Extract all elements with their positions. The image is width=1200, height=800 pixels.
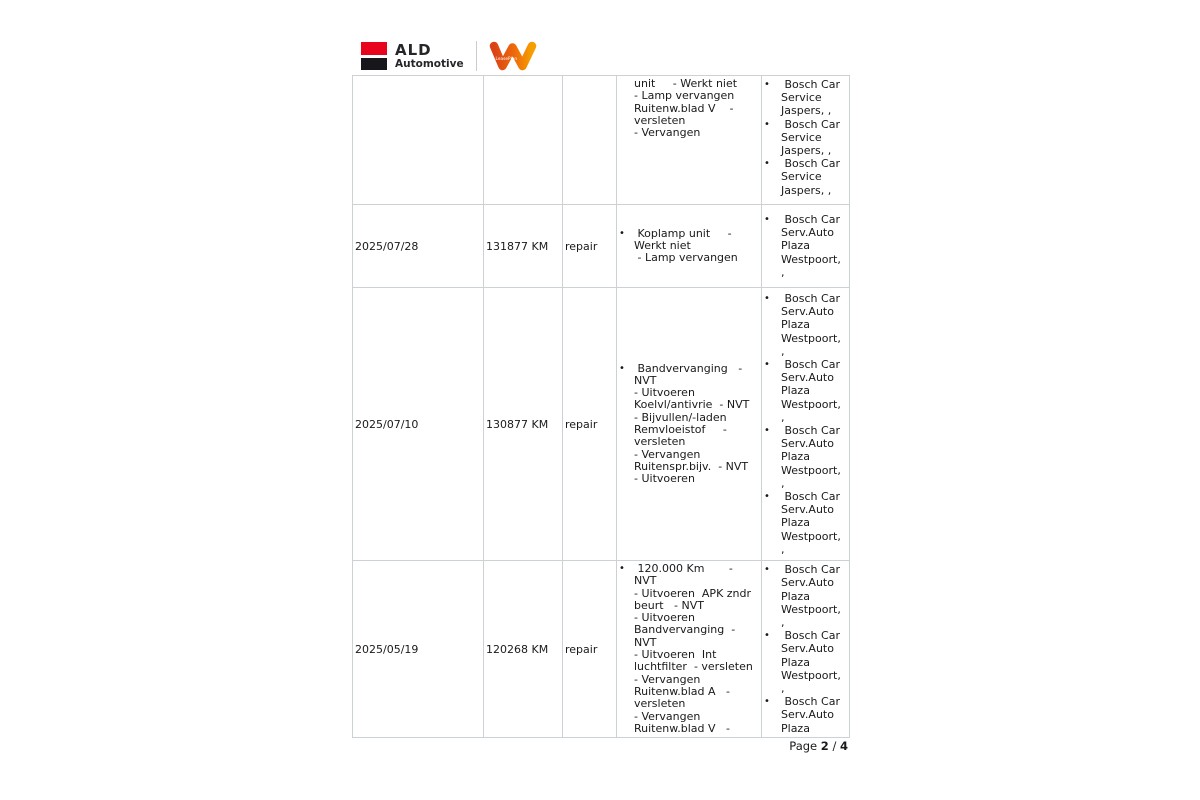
locations-line: Plaza xyxy=(781,450,810,464)
page-label: Page xyxy=(789,739,818,753)
description-line: - Lamp vervangen xyxy=(634,89,735,103)
locations-text xyxy=(781,358,847,424)
locations-line: Serv.Auto xyxy=(781,305,834,319)
leaseplan-logo-icon xyxy=(488,38,538,74)
table-row xyxy=(353,205,850,288)
service-table-body xyxy=(353,76,850,738)
cell-date xyxy=(353,76,484,205)
description-line: - Vervangen xyxy=(634,447,701,461)
bullet-icon: • xyxy=(764,358,770,370)
locations-line: Plaza xyxy=(781,384,810,398)
description-line: - Vervangen xyxy=(634,709,701,723)
locations-line: , xyxy=(781,616,785,630)
locations-text xyxy=(781,563,847,629)
cell-locations xyxy=(762,288,850,561)
description-item xyxy=(619,363,759,486)
locations-line: Plaza xyxy=(781,589,810,603)
description-line: Ruitenw.blad V - xyxy=(634,721,730,735)
locations-line: Westpoort, xyxy=(781,397,841,411)
bullet-icon: • xyxy=(619,227,625,239)
locations-text xyxy=(781,424,847,490)
locations-item xyxy=(764,157,847,197)
description-line: NVT xyxy=(634,635,657,649)
locations-line: , xyxy=(781,476,785,490)
locations-line: Serv.Auto xyxy=(781,708,834,722)
locations-line: Service xyxy=(781,91,822,105)
description-line: - Uitvoeren APK zndr xyxy=(634,586,752,600)
cell-type: repair xyxy=(563,288,617,561)
locations-line: Bosch Car xyxy=(781,78,840,91)
locations-text xyxy=(781,292,847,358)
locations-line: Bosch Car xyxy=(781,357,840,371)
description-line: Werkt niet xyxy=(634,238,691,252)
description-line: Bandvervanging - xyxy=(634,361,743,375)
cell-odometer: 120268 KM xyxy=(484,561,563,738)
description-line: Koplamp unit - xyxy=(634,226,732,240)
locations-text xyxy=(781,490,847,556)
locations-line: Bosch Car xyxy=(781,157,840,171)
locations-line: Plaza xyxy=(781,239,810,253)
page-footer xyxy=(600,739,848,753)
description-line: - Bijvullen/-laden xyxy=(634,410,727,424)
locations-line: Bosch Car xyxy=(781,212,840,226)
locations-line: Bosch Car xyxy=(781,291,840,305)
logo-divider xyxy=(476,41,477,71)
leaseplan-label: LeasePlan xyxy=(495,56,517,62)
description-line: versleten xyxy=(634,113,686,127)
cell-locations xyxy=(762,205,850,288)
locations-item xyxy=(764,424,847,490)
page-separator: / xyxy=(832,739,837,753)
ald-brand-label: ALD xyxy=(395,40,432,59)
locations-line: Serv.Auto xyxy=(781,503,834,517)
bullet-icon: • xyxy=(764,118,770,130)
locations-item xyxy=(764,695,847,735)
locations-line: Bosch Car xyxy=(781,563,840,577)
locations-line: Bosch Car xyxy=(781,629,840,643)
bullet-icon: • xyxy=(764,491,770,503)
locations-item xyxy=(764,358,847,424)
description-line: - Lamp vervangen xyxy=(634,251,738,265)
description-line: - Vervangen xyxy=(634,672,701,686)
cell-date: 2025/07/28 xyxy=(353,205,484,288)
cell-odometer: 130877 KM xyxy=(484,288,563,561)
description-line: Remvloeistof - xyxy=(634,423,727,436)
description-line: Koelvl/antivrie - NVT xyxy=(634,398,750,412)
locations-line: Westpoort, xyxy=(781,529,841,543)
locations-line: Serv.Auto xyxy=(781,371,834,385)
locations-line: , xyxy=(781,682,785,696)
bullet-icon: • xyxy=(764,696,770,708)
bullet-icon: • xyxy=(764,425,770,436)
description-line: - Vervangen xyxy=(634,126,701,140)
locations-item xyxy=(764,490,847,556)
locations-line: Westpoort, xyxy=(781,331,841,345)
locations-line: Plaza xyxy=(781,318,810,332)
bullet-icon: • xyxy=(764,158,770,170)
cell-odometer: 131877 KM xyxy=(484,205,563,288)
locations-line: Jaspers, , xyxy=(781,183,832,197)
locations-text xyxy=(781,118,847,158)
locations-line: Westpoort, xyxy=(781,252,841,266)
locations-line: Westpoort, xyxy=(781,668,841,682)
description-text xyxy=(634,363,759,486)
locations-line: Plaza xyxy=(781,516,810,530)
locations-text xyxy=(781,629,847,695)
locations-line: Plaza xyxy=(781,721,810,735)
page-total: 4 xyxy=(839,739,848,753)
cell-date: 2025/05/19 xyxy=(353,561,484,738)
locations-item xyxy=(764,292,847,358)
bullet-icon: • xyxy=(619,362,625,374)
description-line: NVT xyxy=(634,574,657,588)
locations-line: Westpoort, xyxy=(781,463,841,477)
locations-line: , xyxy=(781,344,785,358)
bullet-icon: • xyxy=(764,213,770,225)
ald-sub-label: Automotive xyxy=(395,57,464,70)
bullet-icon: • xyxy=(764,292,770,304)
description-text xyxy=(634,228,759,265)
locations-line: Serv.Auto xyxy=(781,226,834,240)
description-line: luchtfilter - versleten xyxy=(634,660,753,674)
description-line: - Uitvoeren xyxy=(634,386,695,400)
cell-description xyxy=(617,288,762,561)
locations-line: Serv.Auto xyxy=(781,576,834,590)
cell-locations xyxy=(762,76,850,205)
locations-line: , xyxy=(781,410,785,424)
table-row xyxy=(353,76,850,205)
locations-line: Jaspers, , xyxy=(781,144,832,158)
cell-type: repair xyxy=(563,561,617,738)
description-line: versleten xyxy=(634,697,686,711)
locations-line: Bosch Car xyxy=(781,117,840,131)
locations-line: , xyxy=(781,265,785,279)
locations-item xyxy=(764,563,847,629)
cell-date: 2025/07/10 xyxy=(353,288,484,561)
description-line: - Uitvoeren xyxy=(634,611,695,625)
bullet-icon: • xyxy=(764,564,770,576)
locations-item xyxy=(764,213,847,279)
locations-line: , xyxy=(781,542,785,556)
locations-line: Service xyxy=(781,170,822,184)
bullet-icon: • xyxy=(764,630,770,642)
cell-description xyxy=(617,76,762,205)
locations-line: Serv.Auto xyxy=(781,642,834,656)
ald-logo-text xyxy=(395,40,464,70)
description-line: Ruitenspr.bijv. - NVT xyxy=(634,459,749,473)
description-line: Bandvervanging - xyxy=(634,623,736,637)
locations-line: Bosch Car xyxy=(781,424,840,437)
locations-line: Jaspers, , xyxy=(781,104,832,118)
table-row xyxy=(353,288,850,561)
locations-line: Bosch Car xyxy=(781,695,840,709)
locations-line: Westpoort, xyxy=(781,602,841,616)
description-line: NVT xyxy=(634,373,657,387)
cell-type xyxy=(563,76,617,205)
description-line: beurt - NVT xyxy=(634,598,704,612)
description-text xyxy=(634,563,759,735)
locations-line: Service xyxy=(781,130,822,144)
description-item xyxy=(619,228,759,265)
description-item xyxy=(619,78,759,139)
brand-header xyxy=(361,39,538,73)
description-text xyxy=(634,78,759,139)
locations-item xyxy=(764,118,847,158)
cell-odometer xyxy=(484,76,563,205)
locations-text xyxy=(781,213,847,279)
description-line: 120.000 Km - xyxy=(634,562,733,575)
locations-line: Serv.Auto xyxy=(781,437,834,451)
description-line: unit - Werkt niet xyxy=(634,77,738,90)
locations-text xyxy=(781,78,847,118)
cell-locations xyxy=(762,561,850,738)
locations-line: Plaza xyxy=(781,655,810,669)
locations-item xyxy=(764,78,847,118)
cell-type: repair xyxy=(563,205,617,288)
description-line: - Uitvoeren xyxy=(634,472,695,486)
description-line: Ruitenw.blad A - xyxy=(634,684,730,698)
service-history-table xyxy=(352,75,850,738)
ald-logo-icon xyxy=(361,42,387,70)
cell-description xyxy=(617,205,762,288)
table-row xyxy=(353,561,850,738)
description-line: versleten xyxy=(634,435,686,449)
bullet-icon: • xyxy=(619,563,625,574)
locations-text xyxy=(781,157,847,197)
locations-item xyxy=(764,629,847,695)
description-line: Ruitenw.blad V - xyxy=(634,101,734,115)
description-line: - Uitvoeren Int xyxy=(634,648,717,662)
description-item xyxy=(619,563,759,735)
cell-description xyxy=(617,561,762,738)
bullet-icon: • xyxy=(764,79,770,90)
locations-line: Bosch Car xyxy=(781,490,840,504)
locations-text xyxy=(781,695,847,735)
page-current: 2 xyxy=(820,739,829,753)
